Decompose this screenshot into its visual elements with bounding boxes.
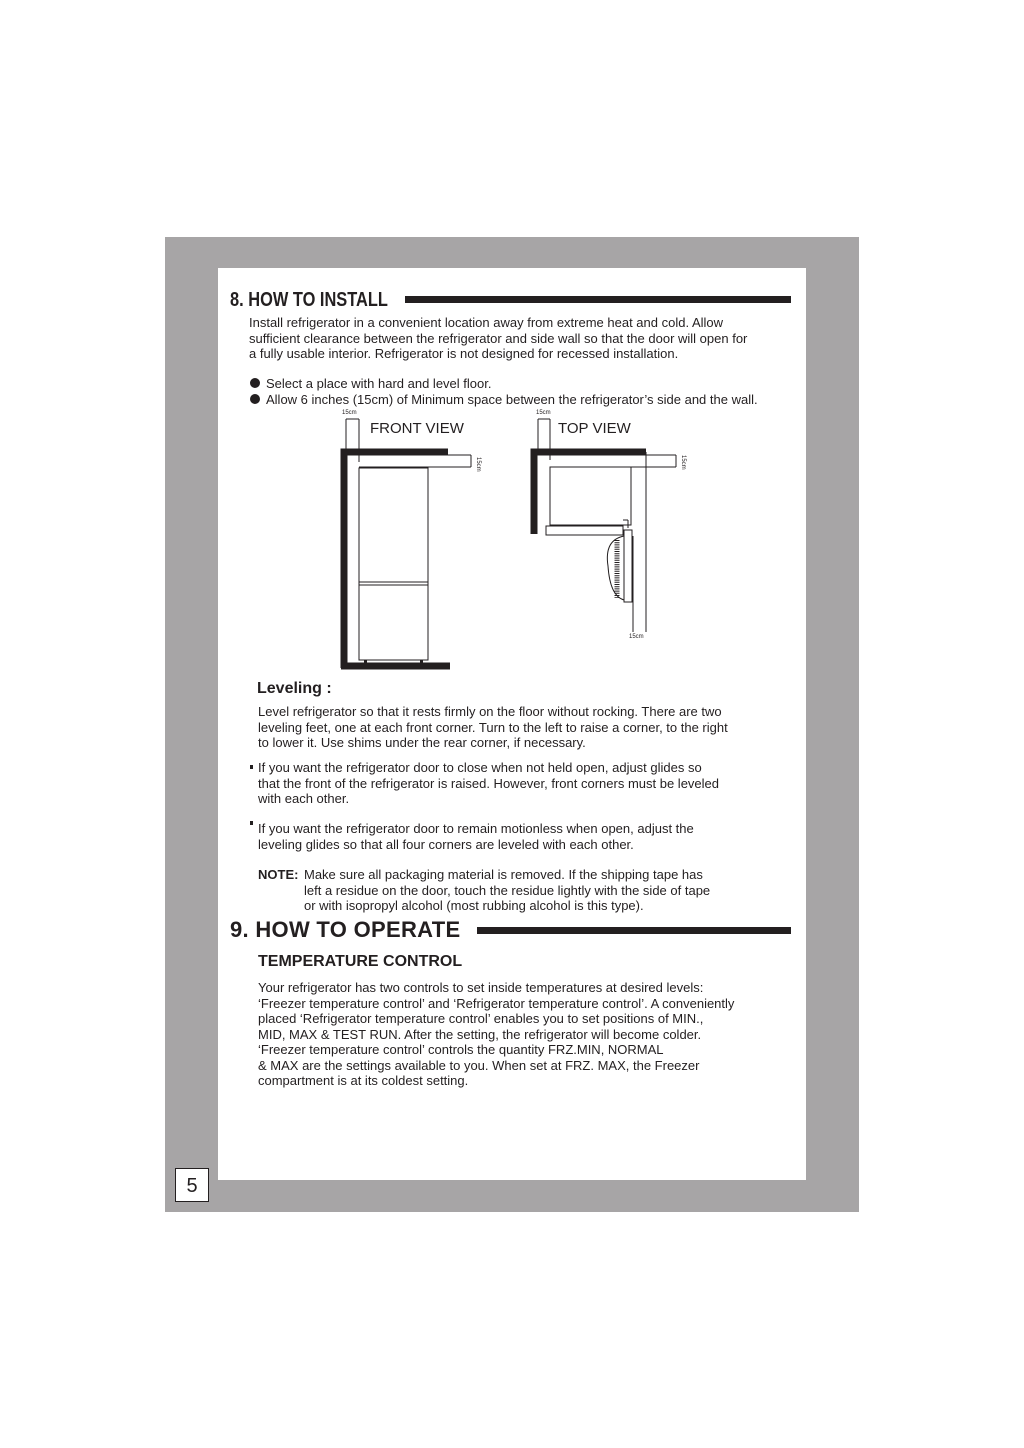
dim-label: 15cm [536,410,551,416]
operate-line: ‘Freezer temperature control’ and ‘Refrigerator temperature control’. A conveniently [258,995,735,1011]
operate-line: Your refrigerator has two controls to set inside temperatures at desired levels: [258,980,704,995]
leveling-point-line: If you want the refrigerator door to remain motionless when open, adjust the [258,821,694,836]
temperature-control-body [258,980,734,1089]
section-8-rule [405,296,791,303]
bullet-item: Allow 6 inches (15cm) of Minimum space between the refrigerator’s side and the wall. [266,392,758,407]
operate-line: MID, MAX & TEST RUN. After the setting, the refrigerator will become colder. [258,1026,702,1042]
leveling-line: leveling feet, one at each front corner. Turn to the left to raise a corner, to the right [258,719,728,735]
section-9-rule [477,927,791,934]
section-8-title: 8. HOW TO INSTALL [230,289,388,311]
front-view-diagram [341,419,471,668]
leveling-point-line: If you want the refrigerator door to close when not held open, adjust glides so [258,760,702,775]
leveling-point-line: leveling glides so that all four corners are leveled with each other. [258,836,634,852]
leveling-title: Leveling : [257,680,332,697]
install-intro-line: sufficient clearance between the refrigerator and side wall so that the door will open for [249,330,748,346]
note-line: Make sure all packaging material is removed. If the shipping tape has [304,867,703,882]
operate-line: ‘Freezer temperature control’ controls the quantity FRZ.MIN, NORMAL [258,1042,664,1057]
operate-line: placed ‘Refrigerator temperature control’ enables you to set positions of MIN., [258,1011,704,1026]
leveling-point-1 [258,760,719,807]
install-intro-line: Install refrigerator in a convenient location away from extreme heat and cold. Allow [249,315,724,330]
top-view-diagram [534,419,676,632]
leveling-line: to lower it. Use shims under the rear corner, if necessary. [258,735,586,750]
operate-line: compartment is at its coldest setting. [258,1073,469,1088]
note-line: left a residue on the door, touch the residue lightly with the side of tape [304,882,711,898]
dim-label: 15cm [342,410,357,416]
square-bullet [250,821,253,825]
bullet-item: Select a place with hard and level floor. [266,376,492,391]
front-view-label: FRONT VIEW [370,420,464,437]
leveling-point-2 [258,821,694,852]
installation-diagram [330,408,710,673]
note-label: NOTE: [258,867,299,882]
section-9-title: 9. HOW TO OPERATE [230,917,461,942]
square-bullet [250,765,253,769]
leveling-point-line: that the front of the refrigerator is raised. However, front corners must be leveled [258,775,719,791]
dim-label: 15cm [629,634,644,640]
bullet-dot [250,378,260,388]
install-intro [249,315,747,362]
leveling-body [258,704,728,751]
dim-label: 15cm [475,457,481,472]
install-intro-line: a fully usable interior. Refrigerator is not designed for recessed installation. [249,346,679,361]
note-line: or with isopropyl alcohol (most rubbing alcohol is this type). [304,898,644,913]
note-body [304,867,710,914]
dim-label: 15cm [680,455,686,470]
top-view-label: TOP VIEW [558,420,631,437]
page-number: 5 [175,1168,209,1202]
bullet-dot [250,394,260,404]
leveling-point-line: with each other. [258,791,350,806]
leveling-line: Level refrigerator so that it rests firmly on the floor without rocking. There are two [258,704,722,719]
temperature-control-title: TEMPERATURE CONTROL [258,953,463,970]
operate-line: & MAX are the settings available to you. When set at FRZ. MAX, the Freezer [258,1057,700,1073]
